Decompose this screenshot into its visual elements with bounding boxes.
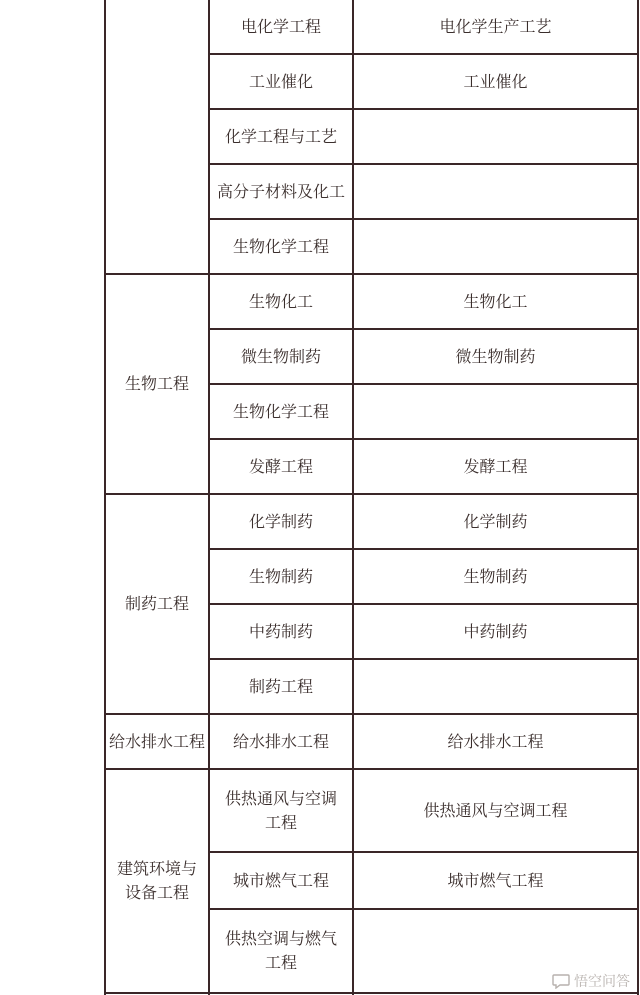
table-border-right [637, 0, 639, 995]
match-cell: 城市燃气工程 [447, 870, 544, 890]
match-cell: 发酵工程 [463, 456, 528, 476]
match-cell [354, 220, 637, 273]
course-cell: 供热通风与空调工程 [224, 788, 337, 832]
chat-bubble-icon [552, 973, 570, 989]
course-cell: 城市燃气工程 [232, 870, 329, 890]
match-cell: 给水排水工程 [447, 731, 544, 751]
course-cell: 微生物制药 [240, 346, 321, 366]
course-cell: 生物化学工程 [232, 401, 329, 421]
course-cell: 生物化学工程 [232, 236, 329, 256]
course-cell: 高分子材料及化工 [216, 181, 345, 201]
match-cell [354, 385, 637, 438]
course-cell: 供热空调与燃气工程 [224, 929, 337, 972]
course-cell: 生物制药 [248, 566, 313, 586]
course-cell: 化学制药 [248, 511, 313, 531]
table-bottom [104, 992, 639, 994]
match-cell: 电化学生产工艺 [439, 16, 552, 36]
watermark-text: 悟空问答 [574, 974, 630, 990]
group-name: 建筑环境与设备工程 [116, 859, 197, 902]
course-cell: 电化学工程 [240, 16, 321, 36]
group-name: 给水排水工程 [108, 731, 205, 751]
match-cell: 工业催化 [463, 71, 528, 91]
course-cell: 给水排水工程 [232, 731, 329, 751]
match-cell: 生物制药 [463, 566, 528, 586]
course-cell: 制药工程 [248, 676, 313, 696]
match-cell: 供热通风与空调工程 [423, 800, 568, 820]
course-cell: 工业催化 [248, 71, 313, 91]
course-cell: 发酵工程 [248, 456, 313, 476]
group-name: 制药工程 [124, 594, 189, 613]
group-name: 生物工程 [124, 374, 189, 393]
match-cell: 生物化工 [463, 291, 528, 311]
match-cell: 化学制药 [463, 511, 528, 531]
course-cell: 生物化工 [248, 291, 313, 311]
match-cell [354, 660, 637, 713]
match-cell: 中药制药 [463, 621, 528, 641]
match-cell: 微生物制药 [455, 346, 536, 366]
match-cell [354, 165, 637, 218]
match-cell [354, 110, 637, 163]
watermark [552, 971, 630, 991]
course-cell: 化学工程与工艺 [224, 126, 337, 146]
course-cell: 中药制药 [248, 621, 313, 641]
